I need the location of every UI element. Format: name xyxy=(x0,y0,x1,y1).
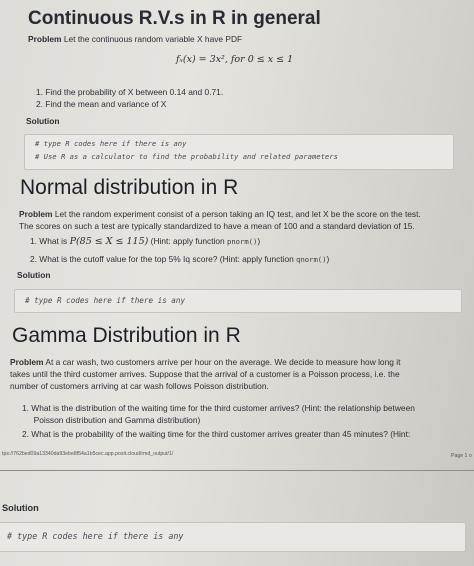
solution-label: Solution xyxy=(26,116,60,126)
list-item xyxy=(30,254,329,264)
item-text: 2. What is the cutoff value for the top 5% Iq score? (Hint: apply function xyxy=(30,254,297,264)
problem-text-line: The scores on such a test are typically standardized to have a mean of 100 and a standard deviation of 15. xyxy=(19,221,415,231)
code-line: # Use R as a calculator to find the probability and related parameters xyxy=(35,152,338,161)
code-line: # type R codes here if there is any xyxy=(25,296,186,305)
list-item: 2. Find the mean and variance of X xyxy=(36,99,167,109)
section-title-normal: Normal distribution in R xyxy=(20,176,239,199)
solution-label: Solution xyxy=(17,270,51,280)
section-title-continuous: Continuous R.V.s in R in general xyxy=(28,8,321,29)
list-item: 1. Find the probability of X between 0.14 and 0.71. xyxy=(36,87,224,97)
problem-label: Problem xyxy=(28,34,62,44)
page-number: Page 1 o xyxy=(451,453,472,459)
problem-label: Problem xyxy=(10,357,44,367)
function-name: pnorm() xyxy=(227,237,258,246)
problem-statement-3 xyxy=(10,357,400,367)
list-item: Poisson distribution and Gamma distribution) xyxy=(22,415,201,425)
function-name: qnorm() xyxy=(296,255,327,264)
code-block[interactable] xyxy=(24,134,454,170)
code-line: # type R codes here if there is any xyxy=(7,531,184,541)
list-item: 2. What is the probability of the waiting time for the third customer arrives greater than 45 minutes? (Hint: xyxy=(22,429,411,439)
list-item xyxy=(30,236,260,247)
list-item: 1. What is the distribution of the waiting time for the third customer arrives? (Hint: the relationship between xyxy=(22,403,415,413)
code-block[interactable] xyxy=(0,522,466,552)
problem-label: Problem xyxy=(19,209,53,219)
solution-label: Solution xyxy=(2,503,39,513)
problem-text: At a car wash, two customers arrive per hour on the average. We decide to measure how long it xyxy=(45,357,401,367)
problem-text: Let the continuous random variable X have PDF xyxy=(63,34,243,44)
item-text: 1. What is xyxy=(30,236,70,246)
code-block[interactable] xyxy=(14,289,462,313)
page-url: tps://762bed09a13340da93ebe8f54a1b5cec.app.posit.cloud/rmd_output/1/ xyxy=(2,451,174,457)
section-title-gamma: Gamma Distribution in R xyxy=(12,324,241,347)
problem-text-line: number of customers arriving at car wash follows Poisson distribution. xyxy=(10,381,269,391)
probability-expression: P(85 ≤ X ≤ 115) xyxy=(69,236,149,247)
item-end: ) xyxy=(257,236,261,246)
item-end: ) xyxy=(326,254,330,264)
problem-text: Let the random experiment consist of a person taking an IQ test, and let X be the score on the test. xyxy=(54,209,421,219)
problem-text-line: takes until the third customer arrives. Suppose that the arrival of a customer is a Poisson process, i.e. the xyxy=(10,369,400,379)
code-line: # type R codes here if there is any xyxy=(35,139,187,148)
page-divider xyxy=(0,470,474,471)
problem-statement-1 xyxy=(28,34,242,44)
pdf-formula: fₓ(x) = 3x², for 0 ≤ x ≤ 1 xyxy=(176,54,294,65)
problem-statement-2 xyxy=(19,209,421,219)
item-hint: (Hint: apply function xyxy=(148,236,228,246)
